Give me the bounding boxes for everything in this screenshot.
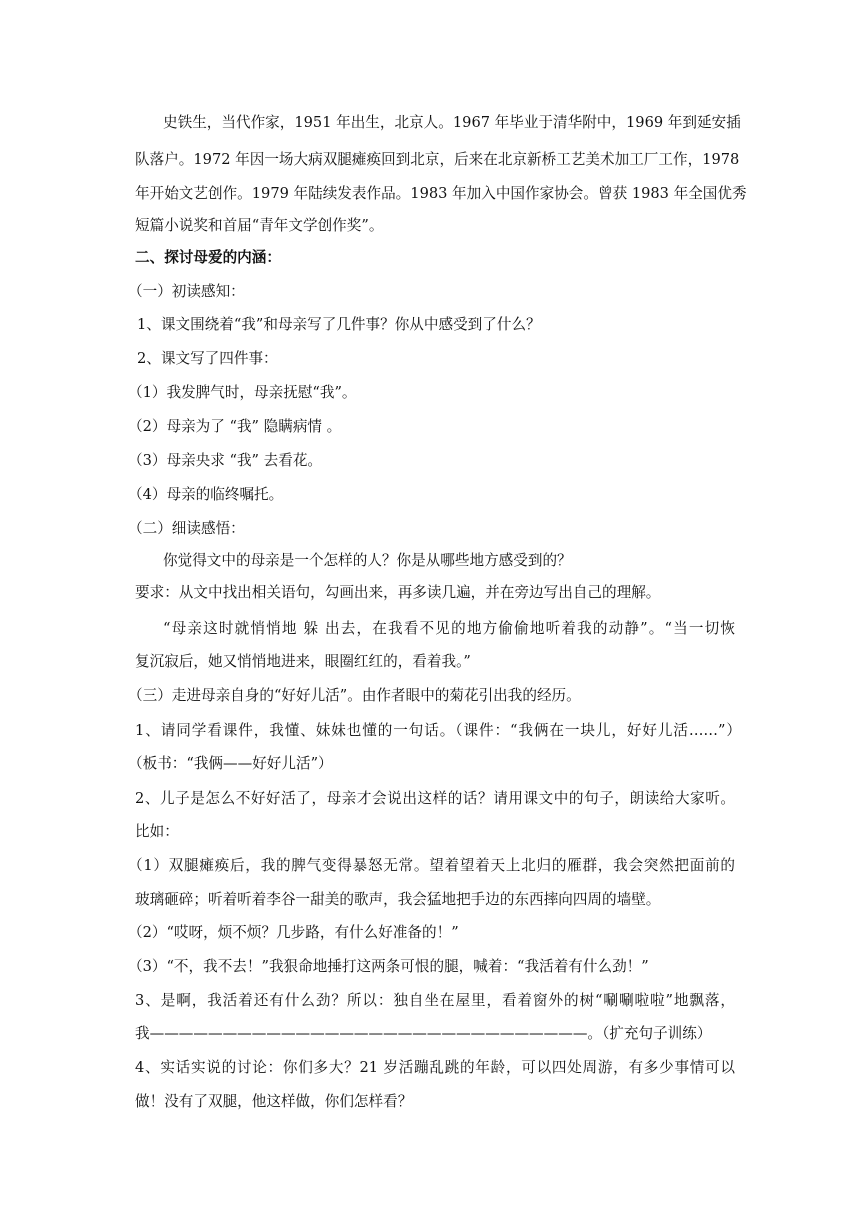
event-2: （2）母亲为了 “我” 隐瞒病情 。 — [128, 418, 342, 435]
item-2-line-1: 2、儿子是怎么不好好活了，母亲才会说出这样的话？请用课文中的句子，朗读给大家听。 — [135, 790, 735, 807]
quote-line-1: “母亲这时就悄悄地 躲 出去，在我看不见的地方偷偷地听着我的动静”。“当一切恢 — [163, 620, 735, 637]
quote-line-2: 复沉寂后，她又悄悄地进来，眼圈红红的，看着我。” — [135, 653, 471, 670]
bio-line-2: 队落户。1972 年因一场大病双腿瘫痪回到北京，后来在北京新桥工艺美术加工厂工作，1978 — [135, 151, 740, 168]
example-2: （2）“哎呀，烦不烦？几步路，有什么好准备的！” — [128, 924, 459, 941]
item-2-line-2: 比如： — [135, 823, 179, 840]
bio-line-3: 年开始文艺创作。1979 年陆续发表作品。1983 年加入中国作家协会。曾获 1983 年全国优秀 — [135, 185, 747, 202]
section-heading: 二、探讨母爱的内涵： — [135, 249, 281, 266]
item-4-line-1: 4、实话实说的讨论：你们多大？21 岁活蹦乱跳的年龄，可以四处周游，有多少事情可以 — [135, 1059, 735, 1076]
example-1-line-1: （1）双腿瘫痪后，我的脾气变得暴怒无常。望着望着天上北归的雁群，我会突然把面前的 — [128, 857, 735, 874]
item-3-line-1: 3、是啊，我活着还有什么劲？所以：独自坐在屋里，看着窗外的树“唰唰啦啦”地飘落， — [135, 992, 735, 1009]
part3-heading: （三）走进母亲自身的“好好儿活”。由作者眼中的菊花引出我的经历。 — [128, 687, 581, 704]
part1-heading: （一）初读感知： — [128, 283, 245, 300]
question-1: 1、课文围绕着“我”和母亲写了几件事？你从中感受到了什么？ — [137, 316, 541, 333]
item-4-line-2: 做！没有了双腿，他这样做，你们怎样看？ — [135, 1093, 413, 1110]
part2-question: 你觉得文中的母亲是一个怎样的人？你是从哪些地方感受到的？ — [163, 552, 572, 569]
event-4: （4）母亲的临终嘱托。 — [128, 486, 284, 503]
item-1-line-2: （板书：“我俩——好好儿活”） — [128, 755, 333, 772]
question-2: 2、课文写了四件事： — [137, 350, 278, 367]
bio-line-1: 史铁生，当代作家，1951 年出生，北京人。1967 年毕业于清华附中，1969 年到延安插 — [163, 114, 741, 131]
example-3: （3）“不，我不去！”我狠命地捶打这两条可恨的腿，喊着：“我活着有什么劲！” — [128, 958, 649, 975]
item-3-line-2: 我——————————————————————————————。（扩充句子训练） — [135, 1025, 712, 1042]
part2-heading: （二）细读感悟： — [128, 520, 245, 537]
bio-line-4: 短篇小说奖和首届“青年文学创作奖”。 — [135, 217, 384, 234]
event-1: （1）我发脾气时，母亲抚慰“我”。 — [128, 384, 357, 401]
event-3: （3）母亲央求 “我” 去看花。 — [128, 452, 323, 469]
example-1-line-2: 玻璃砸碎；听着听着李谷一甜美的歌声，我会猛地把手边的东西摔向四周的墙壁。 — [135, 891, 661, 908]
item-1-line-1: 1、请同学看课件，我懂、妹妹也懂的一句话。（课件：“我俩在一块儿，好好儿活……”） — [135, 722, 741, 739]
part2-requirement: 要求：从文中找出相关语句，勾画出来，再多读几遍，并在旁边写出自己的理解。 — [135, 584, 661, 601]
